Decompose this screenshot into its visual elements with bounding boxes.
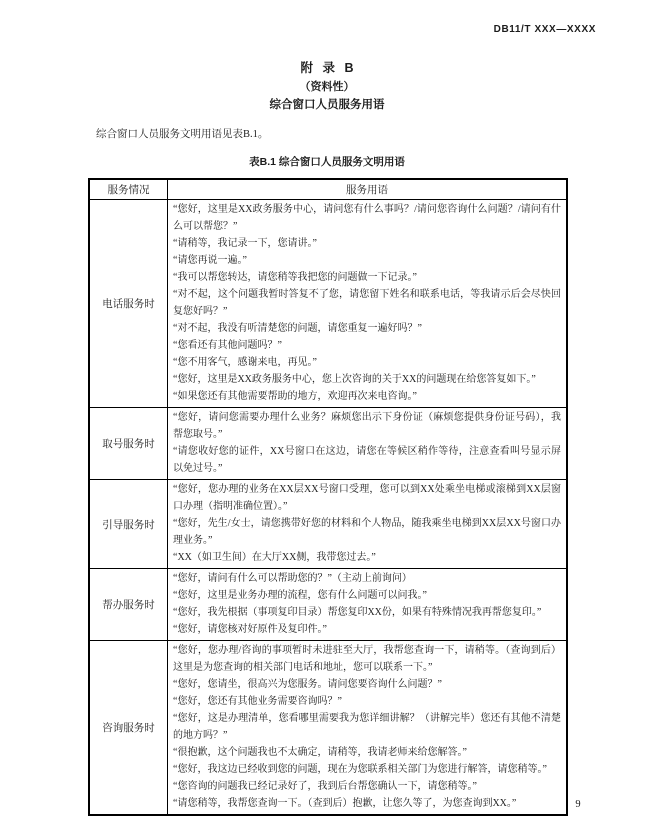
phrase-line: “您看还有其他问题吗？” xyxy=(173,340,282,351)
table-row xyxy=(89,569,567,641)
table-row xyxy=(89,641,567,816)
phrases-cell xyxy=(168,480,568,569)
phrase-line: “您好，您请坐，很高兴为您服务。请问您要咨询什么问题？” xyxy=(173,679,442,690)
service-situation-cell: 帮办服务时 xyxy=(89,569,168,641)
phrase-line: “您好，我先根据（事项复印目录）帮您复印XX份，如果有特殊情况我再帮您复印。” xyxy=(173,607,542,618)
phrase-line: “您好，请问有什么可以帮助您的？”（主动上前询问） xyxy=(173,573,412,584)
column-header-phrases: 服务用语 xyxy=(168,179,568,200)
phrase-line: “您好，您还有其他业务需要咨询吗？” xyxy=(173,696,342,707)
phrase-line: “请稍等，我记录一下，您请讲。” xyxy=(173,238,317,249)
intro-paragraph: 综合窗口人员服务文明用语见表B.1。 xyxy=(96,129,269,140)
table-row xyxy=(89,200,567,408)
service-phrases-table xyxy=(88,178,568,816)
phrase-line: “对不起，这个问题我暂时答复不了您，请您留下姓名和联系电话，等我请示后会尽快回复您好吗？” xyxy=(173,289,561,317)
phrases-cell xyxy=(168,569,568,641)
phrase-line: “请您收好您的证件，XX号窗口在这边，请您在等候区稍作等待，注意查看叫号显示屏以免过号。” xyxy=(173,446,561,474)
service-table-body xyxy=(89,200,567,816)
phrase-line: “您好，我这边已经收到您的问题，现在为您联系相关部门为您进行解答，请您稍等。” xyxy=(173,764,547,775)
table-header-row xyxy=(89,179,567,200)
table-row xyxy=(89,408,567,480)
service-situation-cell: 引导服务时 xyxy=(89,480,168,569)
phrase-line: “很抱歉，这个问题我也不太确定，请稍等，我请老师来给您解答。” xyxy=(173,747,467,758)
phrase-line: “您好，先生/女士，请您携带好您的材料和个人物品，随我乘坐电梯到XX层XX号窗口办理业务。” xyxy=(173,518,561,546)
phrase-line: “请您稍等，我帮您查询一下。（查到后）抱歉，让您久等了，为您查询到XX。” xyxy=(173,798,517,809)
phrase-line: “您好，这里是业务办理的流程，您有什么问题可以问我。” xyxy=(173,590,427,601)
phrase-line: “您好，请您核对好原件及复印件。” xyxy=(173,624,327,635)
phrase-line: “您好，您办理/咨询的事项暂时未进驻至大厅，我帮您查询一下，请稍等。（查询到后）这里是为您查询的相关部门电话和地址，您可以联系一下。” xyxy=(173,645,561,673)
phrase-line: “您好，这里是XX政务服务中心，您上次咨询的关于XX的问题现在给您答复如下。” xyxy=(173,374,536,385)
phrases-cell xyxy=(168,641,568,816)
table-caption: 表B.1 综合窗口人员服务文明用语 xyxy=(249,156,405,168)
phrase-line: “您好，这是办理清单，您看哪里需要我为您详细讲解？（讲解完毕）您还有其他不清楚的地方吗？” xyxy=(173,713,561,741)
service-situation-cell: 取号服务时 xyxy=(89,408,168,480)
table-header xyxy=(89,179,567,200)
phrase-line: “您好，您办理的业务在XX层XX号窗口受理，您可以到XX处乘坐电梯或滚梯到XX层窗口办理（指明准确位置）。” xyxy=(173,484,561,512)
phrase-line: “XX（如卫生间）在大厅XX侧，我带您过去。” xyxy=(173,552,376,563)
table-row xyxy=(89,480,567,569)
phrase-line: “您好，请问您需要办理什么业务？麻烦您出示下身份证（麻烦您提供身份证号码），我帮您取号。” xyxy=(173,412,561,440)
service-situation-cell: 咨询服务时 xyxy=(89,641,168,816)
appendix-heading: 综合窗口人员服务用语 xyxy=(269,99,385,111)
document-number: DB11/T XXX—XXXX xyxy=(493,24,596,35)
phrase-line: “对不起，我没有听清楚您的问题，请您重复一遍好吗？” xyxy=(173,323,422,334)
appendix-subtitle: （资料性） xyxy=(299,81,355,93)
column-header-situation: 服务情况 xyxy=(89,179,168,200)
phrase-line: “请您再说一遍。” xyxy=(173,255,247,266)
service-situation-cell: 电话服务时 xyxy=(89,200,168,408)
page-number: 9 xyxy=(575,799,581,810)
appendix-title: 附 录 B xyxy=(300,61,354,75)
phrase-line: “您不用客气，感谢来电，再见。” xyxy=(173,357,317,368)
phrase-line: “您好，这里是XX政务服务中心，请问您有什么事吗？/请问您咨询什么问题？/请问有什么可以帮您？” xyxy=(173,204,561,232)
phrase-line: “如果您还有其他需要帮助的地方，欢迎再次来电咨询。” xyxy=(173,391,417,402)
phrases-cell xyxy=(168,200,568,408)
phrase-line: “您咨询的问题我已经记录好了，我到后台帮您确认一下，请您稍等。” xyxy=(173,781,477,792)
phrases-cell xyxy=(168,408,568,480)
phrase-line: “我可以帮您转达，请您稍等我把您的问题做一下记录。” xyxy=(173,272,417,283)
